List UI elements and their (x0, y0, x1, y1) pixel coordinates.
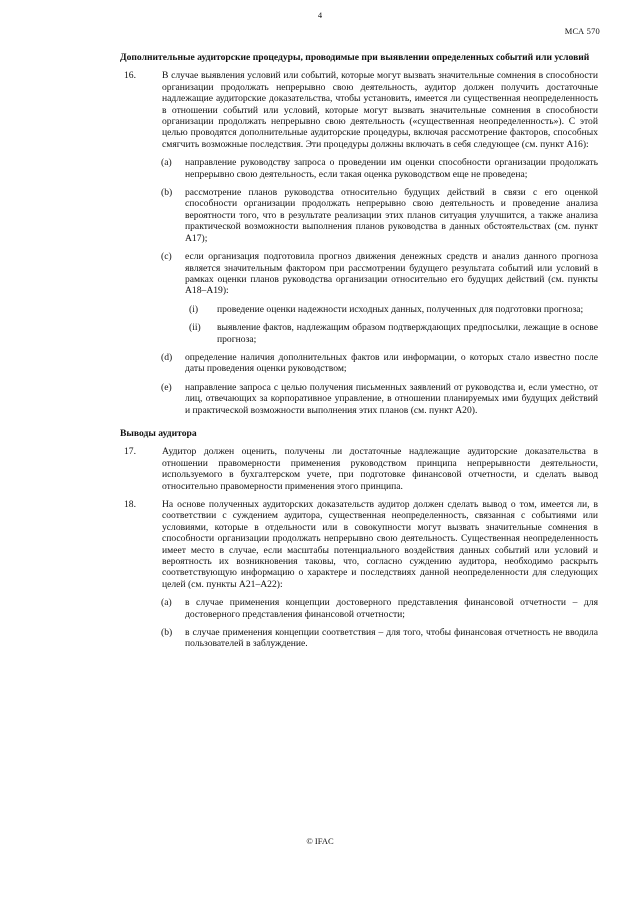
list-item-label: (b) (161, 187, 173, 199)
sub-list-item-text: проведение оценки надежности исходных данных, полученных для подготовки прогноза; (217, 303, 584, 315)
list-item-text: направление запроса с целью получения письменных заявлений от руководства и, если уместно, от лиц, отвечающих за корпоративное управление, в отношении планируемых ими будущих действий и практической возможности выполнения этих планов (см. пункт A20). (185, 381, 598, 416)
page-number: 4 (317, 10, 323, 20)
list-item-label: (d) (161, 351, 173, 363)
list-item-text: рассмотрение планов руководства относительно будущих действий в связи с его оценкой способности организации продолжать непрерывно свою деятельность и проведение анализа вероятности того, что в результате реализации этих планов ситуация улучшится, а также анализа практической возможности выполнения планов руководства в данных обстоятельствах (см. пункт A17); (185, 187, 598, 244)
list-item-label: (e) (161, 381, 172, 393)
list-item (158, 352, 598, 375)
paragraph-18 (120, 499, 598, 590)
list-item (158, 157, 598, 180)
sub-list-item-text: выявление фактов, надлежащим образом подтверждающих предпосылки, лежащие в основе прогноза; (217, 322, 598, 345)
list-item-text: направление руководству запроса о проведении им оценки способности организации продолжать непрерывно свою деятельность, если такая оценка руководством еще не проведена; (185, 157, 598, 180)
list-item-label: (a) (161, 597, 172, 609)
list-item-text: в случае применения концепции достоверного представления финансовой отчетности – для достоверного представления финансовой отчетности; (185, 597, 598, 620)
list-item (158, 382, 598, 416)
paragraph-text: Аудитор должен оценить, получены ли достаточные надлежащие аудиторские доказательства в отношении правомерности применения руководством принципа непрерывности деятельности, используемого в бухгалтерском учете, при подготовке финансовой отчетности, и сделать вывод относительно правомерности применения этого принципа. (162, 446, 598, 492)
list-item-text: определение наличия дополнительных фактов или информации, о которых стало известно после даты проведения оценки руководством; (185, 351, 598, 375)
sub-list-item-label: (ii) (189, 322, 201, 334)
paragraph-16 (120, 70, 598, 150)
list-item (158, 627, 598, 650)
sub-list-item-label: (i) (189, 303, 199, 315)
list-item (158, 251, 598, 297)
paragraph-number: 16. (124, 70, 136, 82)
list-item-text: в случае применения концепции соответствия – для того, чтобы финансовая отчетность не вводила пользователей в заблуждение. (185, 627, 598, 650)
paragraph-17 (120, 446, 598, 492)
sub-list-item (186, 304, 598, 315)
list-item (158, 187, 598, 244)
paragraph-text: В случае выявления условий или событий, которые могут вызвать значительные сомнения в способности организации продолжать непрерывно свою деятельность, аудитор должен получить достаточные надлежащие аудиторские доказательства, чтобы установить, имеется ли существенная неопределенность в отношении событий или условий, которые могут вызвать значительные сомнения в способности организации продолжать непрерывно свою деятельность («существенная неопределенность»). С этой целью проводятся дополнительные аудиторские процедуры, включая рассмотрение факторов, способных смягчить возможные последствия. Эти процедуры должны включать в себя следующее (см. пункт A16): (162, 70, 598, 150)
list-item-text: если организация подготовила прогноз движения денежных средств и анализ данного прогноза является значительным фактором при рассмотрении будущего результата событий или условий в рамках оценки планов руководства организации относительно его будущих действий (см. пункты A18–A19): (185, 251, 598, 297)
paragraph-text: На основе полученных аудиторских доказательств аудитор должен сделать вывод о том, имеется ли, в соответствии с суждением аудитора, существенная неопределенность, связанная с событиями или условиями, которые в отдельности или в совокупности могут вызвать значительные сомнения в способности организации продолжать непрерывно свою деятельность. Существенная неопределенность имеет место в случае, если масштабы потенциального воздействия данных событий или условий и вероятность их возникновения таковы, что, согласно суждению аудитора, необходимо раскрыть соответствующую информацию о характере и последствиях данной неопределенности для следующих целей (см. пункты A21–A22): (162, 499, 598, 590)
list-item-label: (a) (161, 157, 172, 169)
copyright-footer: © IFAC (306, 836, 334, 846)
list-item-label: (c) (161, 251, 172, 263)
document-body (120, 52, 598, 657)
list-item-label: (b) (161, 627, 173, 639)
paragraph-number: 17. (124, 446, 136, 458)
section-heading: Дополнительные аудиторские процедуры, проводимые при выявлении определенных событий или условий (120, 52, 590, 63)
standard-code: МСА 570 (564, 26, 600, 36)
list-item (158, 597, 598, 620)
sub-list-item (186, 322, 598, 345)
section-heading: Выводы аудитора (120, 427, 197, 439)
paragraph-number: 18. (124, 499, 136, 510)
